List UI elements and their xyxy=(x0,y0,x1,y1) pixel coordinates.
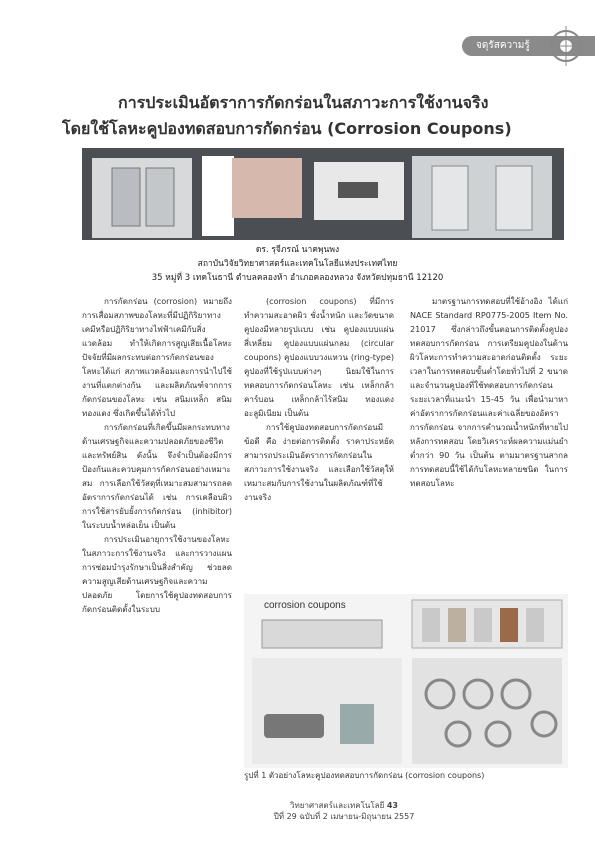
gear-icon xyxy=(544,24,588,68)
paragraph: การกัดกร่อน (corrosion) หมายถึง การเสื่อมสภาพของโลหะที่มีปฏิกิริยาทางเคมีหรือปฏิกิริยาทางไฟฟ้าเคมีกับสิ่งแวดล้อม ทำให้เกิดการสูญเสียเนื้อโลหะ ปัจจัยที่มีผลกระทบต่อการกัดกร่อนของโลหะได้แก่ สภาพแวดล้อมและการนำไปใช้งานที่แตกต่างกัน และผลิตภัณฑ์จากการกัดกร่อนของโลหะ เช่น สนิมเหล็ก สนิมทองแดง ซึ่งเกิดขึ้นได้ทั่วไป xyxy=(82,296,232,418)
figure-1 xyxy=(244,594,568,768)
coupons-photo xyxy=(244,594,568,768)
author-name: ดร. รุจีภรณ์ นาคพุนพง xyxy=(255,245,340,255)
author-affiliation: สถาบันวิจัยวิทยาศาสตร์และเทคโนโลยีแห่งประเทศไทย xyxy=(197,259,398,269)
page-title: การประเมินอัตราการกัดกร่อนในสภาวะการใช้งานจริง xyxy=(118,93,489,112)
column-2 xyxy=(244,294,394,594)
page-subtitle: โดยใช้โลหะคูปองทดสอบการกัดกร่อน (Corrosion Coupons) xyxy=(62,119,512,138)
author-address: 35 หมู่ที่ 3 เทคโนธานี ตำบลคลองห้า อำเภอคลองหลวง จังหวัดปทุมธานี 12120 xyxy=(151,273,444,283)
paragraph: มาตรฐานการทดสอบที่ใช้อ้างอิง ได้แก่ NACE Standard RP0775-2005 Item No. 21017 ซึ่งกล่าวถึงขั้นตอนการติดตั้งคูปองทดสอบการกัดกร่อน การเตรียมคูปองในด้านผิวโลหะการทำความสะอาดก่อนติดตั้ง ระยะเวลาในการทดสอบขั้นต่ำโดยทั่วไปที่ 2 ขนาดและจำนวนคูปองที่ใช้ทดสอบการกัดกร่อน ระยะเวลาที่แนะนำ 15-45 วัน เพื่อนำมาหาค่าอัตราการกัดกร่อนและค่าเฉลี่ยของอัตราการกัดกร่อน จากการคำนวณน้ำหนักที่หายไปหลังการทดสอบ โดยวิเคราะห์ผลความแม่นยำต่ำกว่า 90 วัน เป็นต้น ตามมาตรฐานสากล การทดสอบนี้ใช้ได้กับโลหะหลายชนิด ในการทดสอบโลหะ xyxy=(410,296,568,488)
paragraph: (corrosion coupons) ที่มีการทำความสะอาดผิว ชั่งน้ำหนัก และวัดขนาด คูปองมีหลายรูปแบบ เช่น คูปองแบบแผ่นสี่เหลี่ยม คูปองแบบแผ่นกลม (circular coupons) คูปองแบบวงแหวน (ring-type) คูปองที่ใช้รูปแบบต่างๆ นิยมใช้ในการทดสอบการกัดกร่อนโลหะ เช่น เหล็กกล้าคาร์บอน เหล็กกล้าไร้สนิม ทองแดง อะลูมิเนียม เป็นต้น xyxy=(244,296,394,418)
issue-info: ปีที่ 29 ฉบับที่ 2 เมษายน-มิถุนายน 2557 xyxy=(273,812,415,821)
banner-photo xyxy=(82,148,564,240)
paragraph: การกัดกร่อนที่เกิดขึ้นมีผลกระทบทางด้านเศรษฐกิจและความปลอดภัยของชีวิตและทรัพย์สิน ดังนั้น จึงจำเป็นต้องมีการป้องกันและควบคุมการกัดกร่อนอย่างเหมาะสม การเลือกใช้วัสดุที่เหมาะสมสามารถลดอัตราการกัดกร่อนได้ เช่น การเคลือบผิว การใช้สารยับยั้งการกัดกร่อน (inhibitor) ในระบบน้ำหล่อเย็น เป็นต้น xyxy=(82,422,232,530)
figure-label: corrosion coupons xyxy=(264,600,346,611)
column-3 xyxy=(410,294,568,594)
paragraph: การประเมินอายุการใช้งานของโลหะในสภาวะการใช้งานจริง และการวางแผนการซ่อมบำรุงรักษาเป็นสิ่งสำคัญ ช่วยลดความสูญเสียด้านเศรษฐกิจและความปลอดภัย โดยการใช้คูปองทดสอบการกัดกร่อนติดตั้งในระบบ xyxy=(82,534,232,614)
magazine-name: วิทยาศาสตร์และเทคโนโลยี xyxy=(290,801,385,810)
page-number: 43 xyxy=(386,801,398,810)
figure-caption: รูปที่ 1 ตัวอย่างโลหะคูปองทดสอบการกัดกร่อน (corrosion coupons) xyxy=(244,771,485,780)
section-label: จดุรัสความรู้ xyxy=(462,36,595,56)
column-1 xyxy=(82,294,232,770)
page-footer xyxy=(244,800,444,822)
banner-image xyxy=(82,148,564,240)
paragraph: การใช้คูปองทดสอบการกัดกร่อนมีข้อดี คือ ง่ายต่อการติดตั้ง ราคาประหยัด สามารถประเมินอัตราการกัดกร่อนในสภาวะการใช้งานจริง และเลือกใช้วัสดุให้เหมาะสมกับการใช้งานในผลิตภัณฑ์ที่ใช้งานจริง xyxy=(244,422,394,502)
